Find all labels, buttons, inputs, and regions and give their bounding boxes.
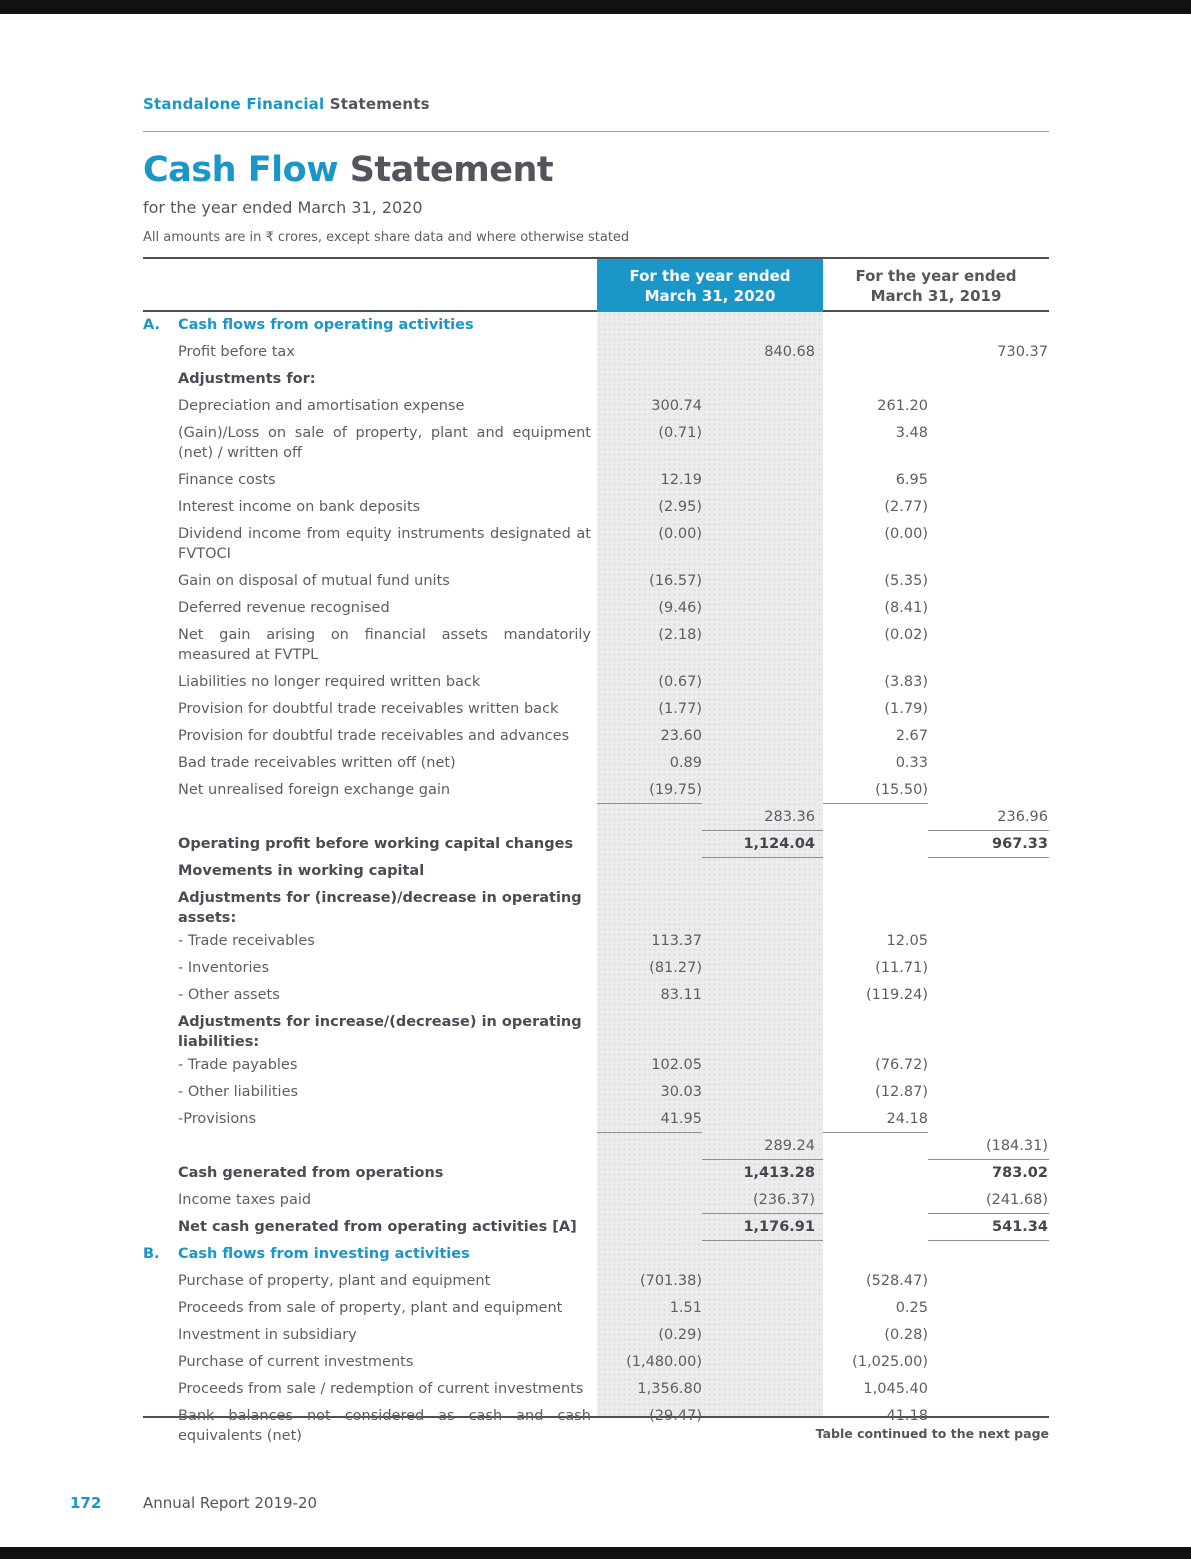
value-2019-outer	[928, 1052, 1049, 1079]
value-2020-inner: (701.38)	[639, 1273, 702, 1289]
value-2019-outer	[928, 1349, 1049, 1376]
value-2020-inner: (2.95)	[658, 499, 702, 515]
value-2019-inner	[823, 1133, 928, 1160]
value-2019-outer	[928, 750, 1049, 777]
table-row	[143, 1079, 1049, 1106]
table-row	[143, 1214, 1049, 1241]
row-letter	[143, 595, 178, 622]
header-divider	[143, 131, 1049, 132]
table-row	[143, 777, 1049, 804]
table-row	[143, 1187, 1049, 1214]
value-2020-outer	[702, 723, 823, 750]
value-2019-outer	[928, 1241, 1049, 1268]
value-2019-inner: (119.24)	[865, 987, 928, 1003]
row-letter	[143, 982, 178, 1009]
value-2020-outer	[702, 467, 823, 494]
value-2020-outer	[702, 750, 823, 777]
row-letter	[143, 1349, 178, 1376]
value-2019-inner: (15.50)	[823, 777, 928, 804]
value-2019-outer	[928, 595, 1049, 622]
table-row	[143, 1009, 1049, 1052]
table-row	[143, 420, 1049, 467]
column-header-fy2019-line2: March 31, 2019	[870, 287, 1002, 305]
row-letter	[143, 1106, 178, 1133]
value-2020-outer	[702, 696, 823, 723]
value-2020-inner	[597, 339, 702, 366]
table-row	[143, 312, 1049, 339]
value-2019-inner: (1,025.00)	[852, 1354, 928, 1370]
value-2020-outer	[702, 1268, 823, 1295]
row-letter	[143, 1009, 178, 1052]
value-2020-inner: (2.18)	[658, 627, 702, 643]
table-row	[143, 928, 1049, 955]
value-2019-outer	[928, 669, 1049, 696]
value-2020-outer	[702, 1376, 823, 1403]
column-header-fy2020-line2: March 31, 2020	[644, 287, 776, 305]
value-2020-inner	[597, 1160, 702, 1187]
value-2019-inner	[823, 858, 928, 885]
footer-report-title: Annual Report 2019-20	[143, 1494, 318, 1512]
value-2020-outer	[702, 1009, 823, 1052]
value-2020-inner: 83.11	[660, 987, 702, 1003]
row-label: Investment in subsidiary	[178, 1327, 357, 1343]
value-2019-inner: (8.41)	[884, 600, 928, 616]
value-2019-outer	[928, 1322, 1049, 1349]
row-label: Purchase of property, plant and equipment	[178, 1273, 491, 1289]
value-2020-inner: (0.71)	[658, 425, 702, 441]
row-letter	[143, 885, 178, 928]
table-row	[143, 339, 1049, 366]
row-letter	[143, 858, 178, 885]
row-letter	[143, 1079, 178, 1106]
value-2020-inner: (1,480.00)	[626, 1354, 702, 1370]
row-label: Provision for doubtful trade receivables and advances	[178, 728, 570, 744]
value-2020-outer	[702, 366, 823, 393]
value-2020-outer: 1,124.04	[702, 831, 823, 858]
row-label: Adjustments for increase/(decrease) in operating liabilities:	[178, 1014, 582, 1050]
value-2019-inner: 0.33	[895, 755, 928, 771]
bottom-edge-bar	[0, 1547, 1191, 1559]
value-2020-outer	[702, 777, 823, 804]
row-label: Movements in working capital	[178, 863, 425, 879]
value-2020-inner	[597, 804, 702, 831]
value-2020-inner: 1,356.80	[637, 1381, 702, 1397]
value-2020-outer	[702, 928, 823, 955]
value-2019-outer: 730.37	[997, 344, 1048, 360]
row-label: Dividend income from equity instruments designated at FVTOCI	[178, 526, 591, 562]
value-2020-inner: (9.46)	[658, 600, 702, 616]
table-row	[143, 1052, 1049, 1079]
row-letter	[143, 750, 178, 777]
report-page	[70, 0, 1049, 1559]
value-2019-inner: (1.79)	[884, 701, 928, 717]
value-2019-inner	[823, 312, 928, 339]
table-row	[143, 1106, 1049, 1133]
value-2019-inner	[823, 885, 928, 928]
value-2020-outer	[702, 521, 823, 568]
value-2020-inner: 0.89	[669, 755, 702, 771]
value-2020-inner: (81.27)	[649, 960, 702, 976]
row-label: Deferred revenue recognised	[178, 600, 390, 616]
value-2019-outer	[928, 1106, 1049, 1133]
table-row	[143, 750, 1049, 777]
value-2020-inner	[597, 312, 702, 339]
row-letter	[143, 696, 178, 723]
row-letter	[143, 1187, 178, 1214]
value-2020-inner: (1.77)	[658, 701, 702, 717]
value-2019-outer	[928, 928, 1049, 955]
value-2019-outer	[928, 312, 1049, 339]
value-2020-outer	[702, 393, 823, 420]
table-continued-note: Table continued to the next page	[815, 1426, 1049, 1441]
value-2019-outer	[928, 858, 1049, 885]
value-2020-outer	[702, 1349, 823, 1376]
row-letter	[143, 420, 178, 467]
row-label: - Inventories	[178, 960, 270, 976]
value-2020-outer	[702, 1241, 823, 1268]
value-2019-inner: (5.35)	[884, 573, 928, 589]
row-label: Bad trade receivables written off (net)	[178, 755, 456, 771]
value-2019-inner	[823, 1214, 928, 1241]
value-2020-inner	[597, 858, 702, 885]
value-2019-outer	[928, 568, 1049, 595]
value-2020-outer: 840.68	[764, 344, 815, 360]
table-row	[143, 1322, 1049, 1349]
row-letter	[143, 622, 178, 669]
value-2020-outer	[702, 568, 823, 595]
value-2019-outer	[928, 1403, 1049, 1450]
row-letter	[143, 521, 178, 568]
row-label: - Other liabilities	[178, 1084, 299, 1100]
table-row	[143, 1376, 1049, 1403]
table-row	[143, 804, 1049, 831]
table-row	[143, 595, 1049, 622]
value-2019-outer	[928, 982, 1049, 1009]
value-2020-inner	[597, 1009, 702, 1052]
table-row	[143, 1295, 1049, 1322]
value-2019-inner: 6.95	[895, 472, 928, 488]
table-row	[143, 831, 1049, 858]
breadcrumb-primary: Standalone Financial	[143, 95, 325, 113]
value-2019-inner	[823, 1009, 928, 1052]
value-2020-inner	[597, 1133, 702, 1160]
row-letter	[143, 723, 178, 750]
table-row	[143, 885, 1049, 928]
row-label: Gain on disposal of mutual fund units	[178, 573, 450, 589]
value-2019-inner	[823, 339, 928, 366]
value-2020-inner	[597, 885, 702, 928]
row-letter	[143, 1376, 178, 1403]
value-2019-inner	[823, 804, 928, 831]
value-2020-outer	[702, 312, 823, 339]
value-2019-outer	[928, 885, 1049, 928]
table-row	[143, 1241, 1049, 1268]
value-2020-outer	[702, 955, 823, 982]
table-top-rule	[143, 257, 1049, 259]
row-label: Interest income on bank deposits	[178, 499, 421, 515]
row-label: Profit before tax	[178, 344, 295, 360]
value-2020-inner	[597, 366, 702, 393]
row-letter	[143, 804, 178, 831]
value-2019-inner: (0.00)	[884, 526, 928, 542]
column-header-fy2020-line1: For the year ended	[629, 267, 791, 285]
value-2019-outer: 236.96	[928, 804, 1049, 831]
row-label: Cash flows from operating activities	[178, 317, 474, 333]
table-row	[143, 521, 1049, 568]
value-2019-inner: (3.83)	[884, 674, 928, 690]
row-label: - Other assets	[178, 987, 280, 1003]
value-2019-inner: (2.77)	[884, 499, 928, 515]
table-row	[143, 393, 1049, 420]
table-row	[143, 982, 1049, 1009]
value-2020-outer	[702, 595, 823, 622]
row-label: Adjustments for:	[178, 371, 316, 387]
table-row	[143, 1403, 1049, 1450]
row-label: Finance costs	[178, 472, 276, 488]
page-title-rest: Statement	[349, 150, 554, 190]
value-2019-inner: (0.28)	[884, 1327, 928, 1343]
page-title-accent: Cash Flow	[143, 150, 339, 190]
table-row	[143, 494, 1049, 521]
table-row	[143, 696, 1049, 723]
row-letter	[143, 1295, 178, 1322]
value-2020-outer: 289.24	[702, 1133, 823, 1160]
value-2019-outer	[928, 696, 1049, 723]
value-2019-inner: 24.18	[823, 1106, 928, 1133]
value-2019-outer	[928, 393, 1049, 420]
row-label: Liabilities no longer required written back	[178, 674, 481, 690]
row-label: (Gain)/Loss on sale of property, plant and equipment (net) / written off	[178, 425, 591, 461]
value-2020-outer: 1,176.91	[702, 1214, 823, 1241]
value-2019-inner: (11.71)	[875, 960, 928, 976]
value-2020-outer: 1,413.28	[743, 1165, 815, 1181]
value-2019-outer: 967.33	[928, 831, 1049, 858]
value-2020-outer	[702, 885, 823, 928]
row-letter	[143, 1268, 178, 1295]
row-letter	[143, 831, 178, 858]
value-2019-outer	[928, 521, 1049, 568]
table-row	[143, 1133, 1049, 1160]
page-subtitle: for the year ended March 31, 2020	[143, 198, 423, 217]
amounts-note: All amounts are in ₹ crores, except share data and where otherwise stated	[143, 230, 630, 245]
value-2020-outer: 283.36	[702, 804, 823, 831]
value-2020-inner: 30.03	[660, 1084, 702, 1100]
table-row	[143, 366, 1049, 393]
table-row	[143, 568, 1049, 595]
row-letter	[143, 1403, 178, 1450]
row-letter	[143, 568, 178, 595]
value-2019-outer	[928, 622, 1049, 669]
value-2019-inner	[823, 1187, 928, 1214]
value-2020-inner: (0.29)	[658, 1327, 702, 1343]
value-2020-outer	[702, 420, 823, 467]
value-2019-inner: 41.18	[886, 1408, 928, 1424]
value-2019-outer	[928, 420, 1049, 467]
value-2020-outer	[702, 858, 823, 885]
value-2019-outer	[928, 955, 1049, 982]
value-2020-outer	[702, 669, 823, 696]
value-2019-inner: 2.67	[895, 728, 928, 744]
value-2020-outer	[702, 1322, 823, 1349]
value-2020-inner	[597, 1214, 702, 1241]
value-2020-outer	[702, 982, 823, 1009]
value-2019-outer	[928, 1295, 1049, 1322]
value-2020-inner	[597, 831, 702, 858]
value-2019-outer	[928, 467, 1049, 494]
row-label: Cash flows from investing activities	[178, 1246, 470, 1262]
cash-flow-table	[143, 312, 1049, 1450]
value-2020-outer	[702, 622, 823, 669]
row-letter	[143, 366, 178, 393]
row-letter	[143, 777, 178, 804]
row-letter	[143, 339, 178, 366]
value-2019-outer	[928, 1376, 1049, 1403]
row-letter	[143, 467, 178, 494]
value-2019-inner: (76.72)	[875, 1057, 928, 1073]
column-header-fy2019-line1: For the year ended	[855, 267, 1017, 285]
column-header-fy2020	[597, 259, 823, 312]
value-2019-inner: (0.02)	[884, 627, 928, 643]
value-2019-outer	[928, 1079, 1049, 1106]
row-letter	[143, 1052, 178, 1079]
table-row	[143, 1349, 1049, 1376]
value-2019-outer: 541.34	[928, 1214, 1049, 1241]
value-2020-inner: 113.37	[651, 933, 702, 949]
table-row	[143, 858, 1049, 885]
value-2020-outer	[702, 1079, 823, 1106]
table-row	[143, 1160, 1049, 1187]
value-2019-outer: (241.68)	[928, 1187, 1049, 1214]
value-2020-inner: (16.57)	[649, 573, 702, 589]
row-label: -Provisions	[178, 1111, 257, 1127]
value-2019-outer	[928, 494, 1049, 521]
row-letter	[143, 669, 178, 696]
value-2020-inner: 23.60	[660, 728, 702, 744]
row-letter	[143, 1214, 178, 1241]
row-letter	[143, 1133, 178, 1160]
page-number: 172	[70, 1494, 102, 1512]
row-label: Net gain arising on financial assets mandatorily measured at FVTPL	[178, 627, 591, 663]
row-letter: A.	[143, 317, 160, 333]
value-2019-outer	[928, 723, 1049, 750]
value-2019-inner	[823, 1160, 928, 1187]
row-letter: B.	[143, 1246, 160, 1262]
row-letter	[143, 928, 178, 955]
value-2020-inner	[597, 1187, 702, 1214]
row-label: - Trade payables	[178, 1057, 298, 1073]
table-row	[143, 1268, 1049, 1295]
value-2019-inner: (12.87)	[875, 1084, 928, 1100]
value-2020-inner: 12.19	[660, 472, 702, 488]
value-2020-inner: (0.67)	[658, 674, 702, 690]
table-row	[143, 467, 1049, 494]
row-letter	[143, 955, 178, 982]
value-2020-outer	[702, 1106, 823, 1133]
row-label: Provision for doubtful trade receivables written back	[178, 701, 559, 717]
row-label: Adjustments for (increase)/decrease in operating assets:	[178, 890, 582, 926]
row-letter	[143, 1322, 178, 1349]
row-label: Proceeds from sale / redemption of current investments	[178, 1381, 584, 1397]
value-2020-inner	[597, 1241, 702, 1268]
row-label	[178, 1133, 597, 1160]
value-2019-outer	[928, 1009, 1049, 1052]
row-letter	[143, 1160, 178, 1187]
value-2020-outer	[702, 1403, 823, 1450]
value-2019-outer: (184.31)	[928, 1133, 1049, 1160]
value-2020-inner: 102.05	[651, 1057, 702, 1073]
table-row	[143, 955, 1049, 982]
value-2019-outer	[928, 1268, 1049, 1295]
value-2019-outer: 783.02	[992, 1165, 1048, 1181]
breadcrumb	[143, 95, 430, 113]
value-2020-inner: 300.74	[651, 398, 702, 414]
row-label: - Trade receivables	[178, 933, 315, 949]
value-2020-inner: 41.95	[597, 1106, 702, 1133]
row-label: Bank balances not considered as cash and cash equivalents (net)	[178, 1408, 591, 1444]
row-label: Income taxes paid	[178, 1192, 312, 1208]
row-label: Net cash generated from operating activities [A]	[178, 1219, 577, 1235]
value-2020-inner: (0.00)	[658, 526, 702, 542]
value-2019-inner	[823, 831, 928, 858]
value-2019-inner: 1,045.40	[863, 1381, 928, 1397]
row-label: Depreciation and amortisation expense	[178, 398, 465, 414]
row-letter	[143, 494, 178, 521]
value-2020-outer	[702, 494, 823, 521]
value-2019-outer	[928, 777, 1049, 804]
value-2019-inner	[823, 1241, 928, 1268]
value-2020-inner: (29.47)	[649, 1408, 702, 1424]
value-2020-outer	[702, 1052, 823, 1079]
value-2019-inner	[823, 366, 928, 393]
value-2020-outer	[702, 1295, 823, 1322]
value-2019-inner: 0.25	[895, 1300, 928, 1316]
value-2019-outer	[928, 366, 1049, 393]
value-2019-inner: 12.05	[886, 933, 928, 949]
value-2019-inner: 3.48	[895, 425, 928, 441]
row-label: Purchase of current investments	[178, 1354, 414, 1370]
row-letter	[143, 393, 178, 420]
value-2020-inner: 1.51	[669, 1300, 702, 1316]
page-title	[143, 150, 553, 190]
value-2020-outer: (236.37)	[702, 1187, 823, 1214]
row-label: Cash generated from operations	[178, 1165, 444, 1181]
table-row	[143, 622, 1049, 669]
row-label: Operating profit before working capital changes	[178, 836, 574, 852]
value-2019-inner: (528.47)	[865, 1273, 928, 1289]
row-label: Net unrealised foreign exchange gain	[178, 782, 451, 798]
table-row	[143, 723, 1049, 750]
value-2020-inner: (19.75)	[597, 777, 702, 804]
row-label	[178, 804, 597, 831]
table-row	[143, 669, 1049, 696]
breadcrumb-secondary: Statements	[329, 95, 430, 113]
column-header-fy2019	[823, 266, 1049, 306]
value-2019-inner: 261.20	[877, 398, 928, 414]
row-label: Proceeds from sale of property, plant and equipment	[178, 1300, 563, 1316]
